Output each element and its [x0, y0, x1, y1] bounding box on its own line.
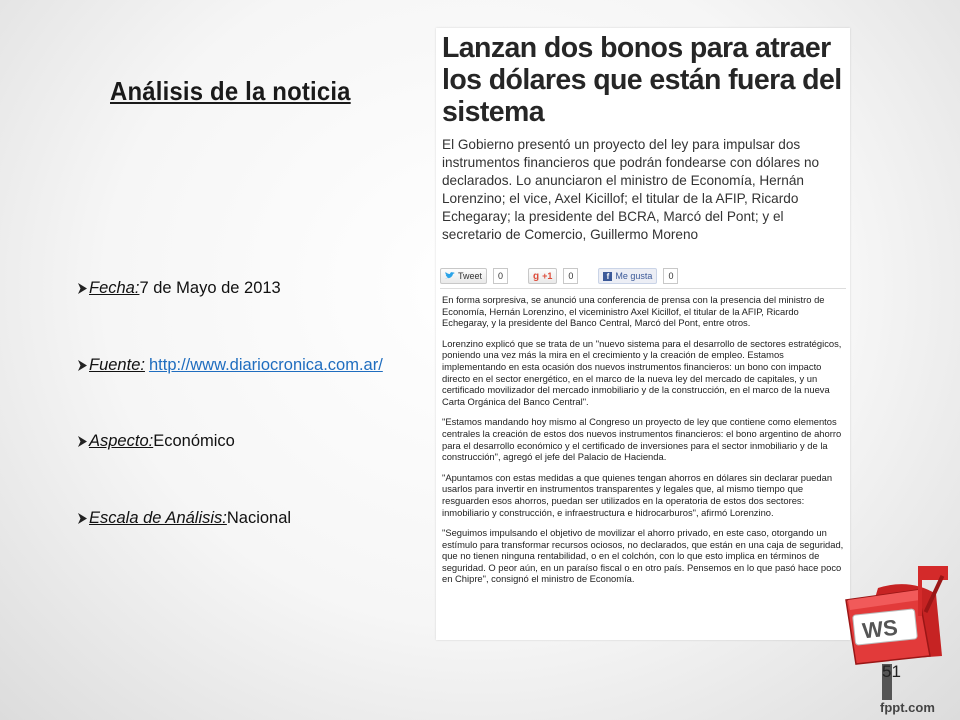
article-lead: El Gobierno presentó un proyecto del ley para impulsar dos instrumentos financieros que podrán fondearse con dólares no declarados. Lo anunciaron el ministro de Economía, Hernán Lorenzino; el vice, Axel Kicillof; el titular de la AFIP, Ricardo Echegaray; la presidente del BCRA, Marcó del Pont; y el secretario de Comercio, Guillermo Moreno [442, 137, 820, 242]
bullet-value: Nacional [226, 509, 292, 527]
google-g-icon: g [533, 270, 540, 282]
source-link[interactable]: http://www.diariocronica.com.ar/ [148, 356, 383, 374]
article-paragraph: En forma sorpresiva, se anunció una conferencia de prensa con la presencia del ministro de Economía, Hernán Lorenzino, el viceministro Axel Kicillof, el titular de la AFIP, Ricardo Echegaray, y la presidente del Banco Central, Marcó del Pont, entre otros. [442, 294, 825, 329]
plus-one-count: 0 [563, 268, 578, 284]
twitter-bird-icon [445, 272, 455, 280]
article-headline: Lanzan dos bonos para atraer los dólares que están fuera del sistema [442, 32, 842, 128]
bullet-key: Fecha: [89, 279, 140, 297]
bullet-fecha [78, 279, 281, 298]
social-share-bar [440, 264, 846, 289]
bullet-value: 7 de Mayo de 2013 [139, 279, 281, 297]
article-paragraph: Lorenzino explicó que se trata de un "nuevo sistema para el desarrollo de sectores estratégicos, poniendo una vez más la mira en el crecimiento y la creación de empleo. Estamos implementando en esta ocasión dos nuevos instrumentos financieros: un bono con impacto directo en el sector energético, en el marco de la nueva ley del mercado de capitales, y un certificado movilizador del mercado inmobiliario y de la construcción, en el marco de la nueva Carta Orgánica del Banco Central". [442, 337, 842, 407]
tweet-button[interactable] [440, 268, 487, 284]
bullet-key: Aspecto: [89, 432, 154, 450]
like-count: 0 [663, 268, 678, 284]
bullet-value: Económico [153, 432, 235, 450]
article-body [442, 294, 844, 594]
bullet-escala [78, 509, 291, 528]
article-paragraph: "Seguimos impulsando el objetivo de movilizar el ahorro privado, en este caso, otorgando un estímulo para transformar recursos ociosos, no declarados, que están en una caja de seguridad, que no tienen ninguna rentabilidad, o en el colchón, con lo que esto implica en términos de seguridad. O peor aún, en un paraíso fiscal o en otro país. Pensemos en lo que pasó hace poco en Chipre", consignó el ministro de Economía. [442, 527, 844, 585]
news-article-clipping [436, 28, 850, 640]
bullet-fuente [78, 356, 383, 375]
tweet-count: 0 [493, 268, 508, 284]
arrow-bullet-icon [78, 513, 87, 524]
google-plus-button[interactable] [528, 268, 557, 284]
arrow-bullet-icon [78, 360, 87, 371]
slide-title: Análisis de la noticia [110, 76, 351, 106]
article-paragraph: "Estamos mandando hoy mismo al Congreso un proyecto de ley que contiene como elementos centrales la creación de estos dos nuevos instrumentos financieros: el bono argentino de ahorro para el desarrollo económico y el certificado de inversiones para el sector inmobiliario y de la construcción", agregó el jefe del Palacio de Hacienda. [442, 416, 842, 463]
like-label: Me gusta [615, 271, 653, 281]
bullet-key: Fuente: [89, 356, 145, 374]
bullet-key: Escala de Análisis: [89, 509, 227, 527]
arrow-bullet-icon [78, 436, 87, 447]
arrow-bullet-icon [78, 283, 87, 294]
footer-brand-logo: fppt.com [880, 700, 935, 715]
article-paragraph: "Apuntamos con estas medidas a que quienes tengan ahorros en dólares sin declarar puedan usarlos para invertir en instrumentos transparentes y legales que, al mismo tiempo que resguarden esos ahorros, puedan ser utilizados en la operatoria de estos dos sectores: inmobiliario y construcción, e infraestructura e hidrocarburos", afirmó Lorenzino. [442, 471, 833, 518]
bullet-aspecto [78, 432, 235, 451]
facebook-like-button[interactable] [598, 268, 657, 284]
plus-one-label: +1 [542, 271, 553, 281]
tweet-label: Tweet [458, 271, 483, 281]
page-number: 51 [882, 662, 901, 681]
mailbox-label: WS [860, 614, 899, 644]
facebook-icon: f [603, 272, 612, 281]
